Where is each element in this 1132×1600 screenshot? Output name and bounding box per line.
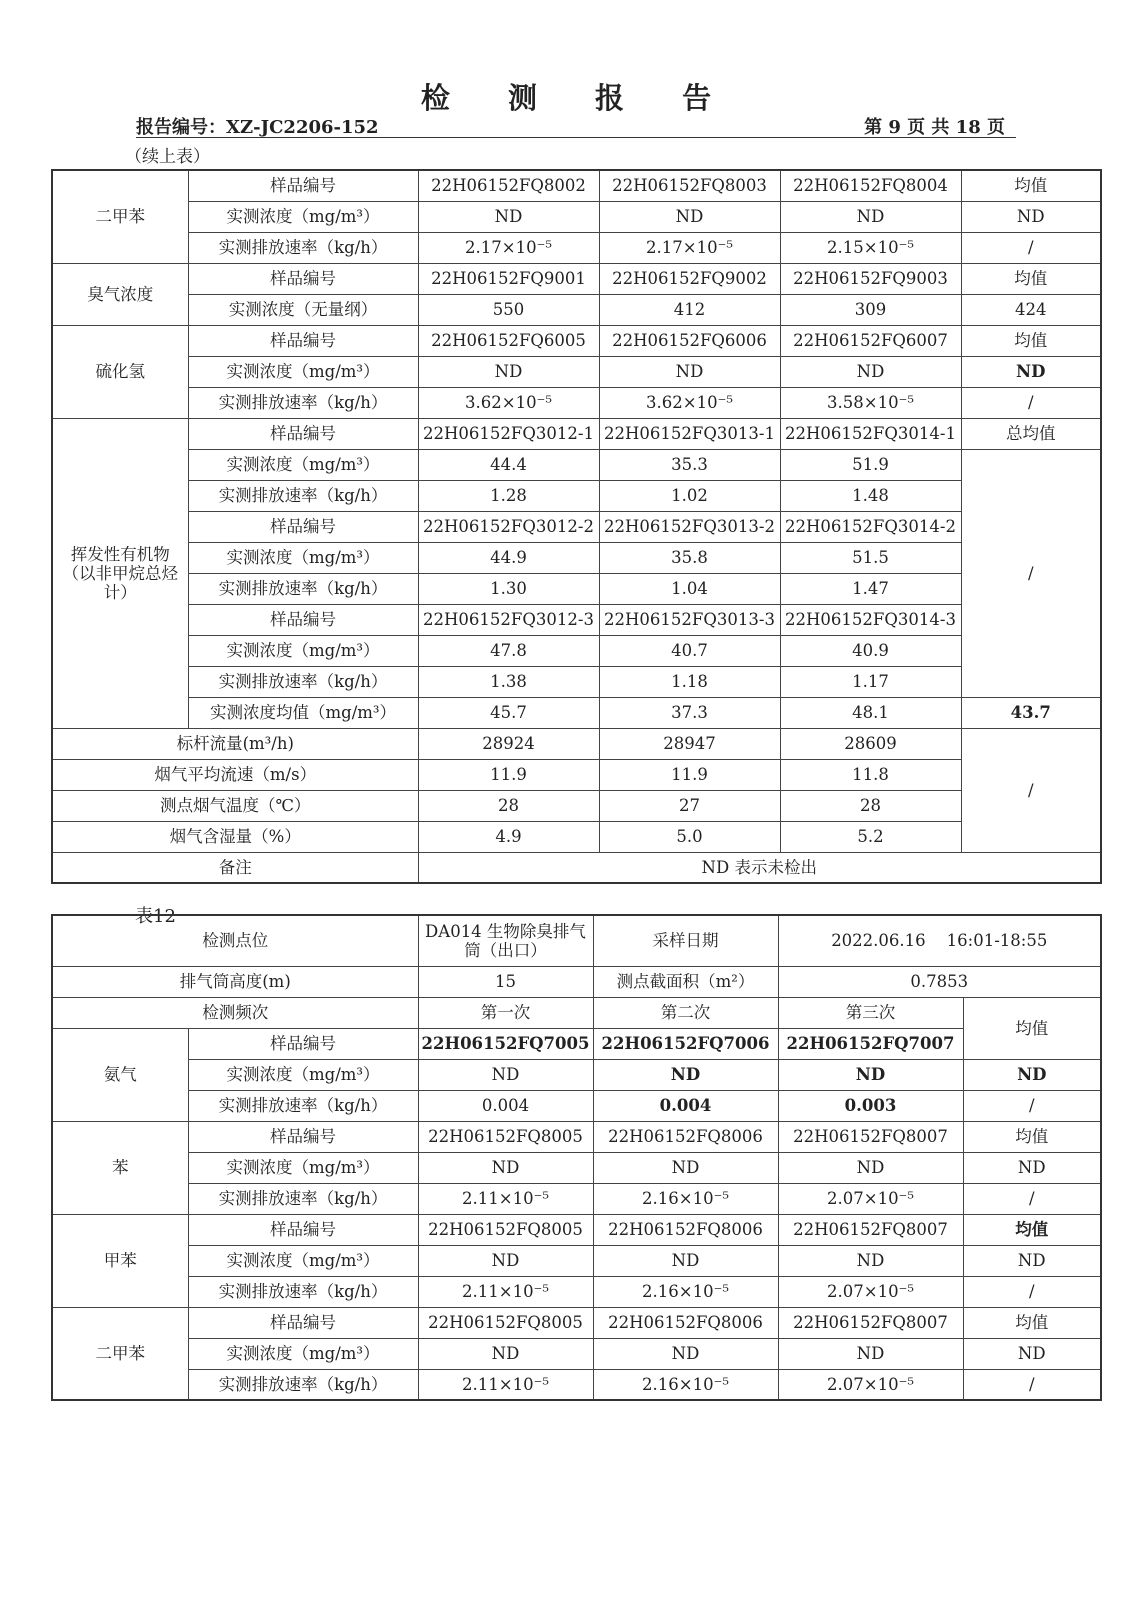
table-row xyxy=(52,1245,1101,1276)
cell: 0.003 xyxy=(778,1090,963,1121)
cell: / xyxy=(963,1183,1101,1214)
cell: 22H06152FQ8004 xyxy=(780,170,961,201)
table-row xyxy=(52,1183,1101,1214)
cell: 均值 xyxy=(963,1121,1101,1152)
cell: ND xyxy=(778,1152,963,1183)
table-row xyxy=(52,915,1101,966)
cell: ND xyxy=(780,356,961,387)
cell: 3.58×10⁻⁵ xyxy=(780,387,961,418)
table-row xyxy=(52,1090,1101,1121)
row-label: 实测浓度均值（mg/m³） xyxy=(188,697,418,728)
cell: / xyxy=(963,1090,1101,1121)
table-row xyxy=(52,511,1101,542)
cell: 22H06152FQ9002 xyxy=(599,263,780,294)
cell: ND xyxy=(963,1059,1101,1090)
row-label: 实测浓度（mg/m³） xyxy=(188,1059,418,1090)
table-row xyxy=(52,201,1101,232)
cell: 22H06152FQ3014-1 xyxy=(780,418,961,449)
report-number: 报告编号：XZ-JC2206-152 xyxy=(136,117,379,138)
table-row xyxy=(52,666,1101,697)
cell: 22H06152FQ8006 xyxy=(593,1214,778,1245)
cell: 47.8 xyxy=(418,635,599,666)
cell: 22H06152FQ9001 xyxy=(418,263,599,294)
cell: 28609 xyxy=(780,728,961,759)
row-label: 样品编号 xyxy=(188,170,418,201)
row-label: 实测排放速率（kg/h） xyxy=(188,1276,418,1307)
row-label: 样品编号 xyxy=(188,1307,418,1338)
cell: / xyxy=(961,449,1101,697)
pollutant-name: 甲苯 xyxy=(52,1214,188,1307)
cell: ND xyxy=(599,356,780,387)
cell: 1.04 xyxy=(599,573,780,604)
cell: 2.11×10⁻⁵ xyxy=(418,1276,593,1307)
row-label: 实测浓度（mg/m³） xyxy=(188,201,418,232)
cell: ND xyxy=(593,1245,778,1276)
cell: 37.3 xyxy=(599,697,780,728)
results-table-continued xyxy=(51,169,1102,884)
cell: DA014 生物除臭排气筒（出口） xyxy=(418,915,593,966)
row-label: 样品编号 xyxy=(188,1121,418,1152)
cell: 均值 xyxy=(963,1307,1101,1338)
cell: 44.4 xyxy=(418,449,599,480)
cell: 2.07×10⁻⁵ xyxy=(778,1276,963,1307)
table-row xyxy=(52,728,1101,759)
cell: 1.18 xyxy=(599,666,780,697)
pollutant-name: 硫化氢 xyxy=(52,325,188,418)
cell: 22H06152FQ7007 xyxy=(778,1028,963,1059)
pollutant-name: 挥发性有机物（以非甲烷总烃计） xyxy=(52,418,188,728)
row-label: 样品编号 xyxy=(188,1028,418,1059)
row-label: 测点截面积（m²） xyxy=(593,966,778,997)
cell: 1.17 xyxy=(780,666,961,697)
row-label: 检测频次 xyxy=(52,997,418,1028)
table-row xyxy=(52,1338,1101,1369)
table-row xyxy=(52,1121,1101,1152)
cell: 22H06152FQ8005 xyxy=(418,1307,593,1338)
cell: 22H06152FQ6007 xyxy=(780,325,961,356)
row-label: 实测排放速率（kg/h） xyxy=(188,666,418,697)
cell: 2.17×10⁻⁵ xyxy=(599,232,780,263)
cell: 45.7 xyxy=(418,697,599,728)
table-row xyxy=(52,821,1101,852)
cell: 3.62×10⁻⁵ xyxy=(599,387,780,418)
header-divider xyxy=(136,137,1016,138)
cell: ND xyxy=(963,1338,1101,1369)
cell: 22H06152FQ3013-2 xyxy=(599,511,780,542)
cell: 2.15×10⁻⁵ xyxy=(780,232,961,263)
row-label: 实测浓度（无量纲） xyxy=(188,294,418,325)
row-label: 实测浓度（mg/m³） xyxy=(188,542,418,573)
cell: 22H06152FQ6006 xyxy=(599,325,780,356)
cell: 均值 xyxy=(961,170,1101,201)
cell: 11.9 xyxy=(418,759,599,790)
row-label: 样品编号 xyxy=(188,325,418,356)
cell: ND xyxy=(418,1152,593,1183)
cell: / xyxy=(961,728,1101,852)
table-row xyxy=(52,356,1101,387)
cell: 22H06152FQ8005 xyxy=(418,1214,593,1245)
pollutant-name: 二甲苯 xyxy=(52,1307,188,1400)
cell: 51.5 xyxy=(780,542,961,573)
row-label: 排气筒高度(m) xyxy=(52,966,418,997)
cell: ND xyxy=(418,1059,593,1090)
cell: ND xyxy=(963,1152,1101,1183)
cell: ND xyxy=(778,1245,963,1276)
cell: 22H06152FQ8006 xyxy=(593,1307,778,1338)
cell: 550 xyxy=(418,294,599,325)
cell: / xyxy=(961,387,1101,418)
row-label: 烟气平均流速（m/s） xyxy=(52,759,418,790)
row-label: 实测浓度（mg/m³） xyxy=(188,356,418,387)
pollutant-name: 臭气浓度 xyxy=(52,263,188,325)
cell: 11.8 xyxy=(780,759,961,790)
cell: ND xyxy=(593,1152,778,1183)
row-label: 实测排放速率（kg/h） xyxy=(188,232,418,263)
row-label: 样品编号 xyxy=(188,418,418,449)
row-label: 备注 xyxy=(52,852,418,883)
cell: ND xyxy=(418,201,599,232)
row-label: 实测浓度（mg/m³） xyxy=(188,1245,418,1276)
cell: 2.11×10⁻⁵ xyxy=(418,1369,593,1400)
cell: ND xyxy=(961,356,1101,387)
table-row xyxy=(52,852,1101,883)
table-row xyxy=(52,387,1101,418)
cell: 11.9 xyxy=(599,759,780,790)
cell: 1.30 xyxy=(418,573,599,604)
table-row xyxy=(52,542,1101,573)
table-row xyxy=(52,1028,1101,1059)
table-row xyxy=(52,759,1101,790)
cell: ND xyxy=(780,201,961,232)
cell: 22H06152FQ8006 xyxy=(593,1121,778,1152)
cell: 2022.06.16 16:01-18:55 xyxy=(778,915,1101,966)
cell: 4.9 xyxy=(418,821,599,852)
cell: 2.11×10⁻⁵ xyxy=(418,1183,593,1214)
pollutant-name: 苯 xyxy=(52,1121,188,1214)
cell: 均值 xyxy=(963,1214,1101,1245)
cell: 22H06152FQ3013-1 xyxy=(599,418,780,449)
table-row xyxy=(52,1369,1101,1400)
row-label: 实测排放速率（kg/h） xyxy=(188,1369,418,1400)
cell: 22H06152FQ3012-3 xyxy=(418,604,599,635)
cell: 27 xyxy=(599,790,780,821)
cell: 均值 xyxy=(963,997,1101,1059)
cell: 1.28 xyxy=(418,480,599,511)
continued-note: （续上表） xyxy=(125,147,210,167)
table-row xyxy=(52,697,1101,728)
row-label: 采样日期 xyxy=(593,915,778,966)
table-row xyxy=(52,480,1101,511)
remark-text: ND 表示未检出 xyxy=(418,852,1101,883)
row-label: 实测排放速率（kg/h） xyxy=(188,1090,418,1121)
cell: 均值 xyxy=(961,325,1101,356)
cell: ND xyxy=(593,1338,778,1369)
row-label: 标杆流量(m³/h) xyxy=(52,728,418,759)
cell: / xyxy=(963,1276,1101,1307)
cell: 424 xyxy=(961,294,1101,325)
cell: 2.07×10⁻⁵ xyxy=(778,1369,963,1400)
cell: 1.38 xyxy=(418,666,599,697)
cell: 44.9 xyxy=(418,542,599,573)
cell: 412 xyxy=(599,294,780,325)
cell: 15 xyxy=(418,966,593,997)
row-label: 样品编号 xyxy=(188,604,418,635)
row-label: 实测浓度（mg/m³） xyxy=(188,1338,418,1369)
row-label: 实测排放速率（kg/h） xyxy=(188,1183,418,1214)
table-row xyxy=(52,635,1101,666)
cell: 22H06152FQ3012-1 xyxy=(418,418,599,449)
cell: 3.62×10⁻⁵ xyxy=(418,387,599,418)
cell: 0.004 xyxy=(418,1090,593,1121)
row-label: 测点烟气温度（℃） xyxy=(52,790,418,821)
cell: 22H06152FQ8007 xyxy=(778,1307,963,1338)
row-label: 实测排放速率（kg/h） xyxy=(188,573,418,604)
cell: 35.3 xyxy=(599,449,780,480)
report-title: 检 测 报 告 xyxy=(420,81,736,115)
cell: 40.9 xyxy=(780,635,961,666)
cell: ND xyxy=(778,1059,963,1090)
cell: ND xyxy=(593,1059,778,1090)
cell: 1.48 xyxy=(780,480,961,511)
cell: 22H06152FQ8002 xyxy=(418,170,599,201)
cell: 第二次 xyxy=(593,997,778,1028)
cell: 22H06152FQ3014-3 xyxy=(780,604,961,635)
row-label: 烟气含湿量（%） xyxy=(52,821,418,852)
cell: 1.02 xyxy=(599,480,780,511)
cell: 均值 xyxy=(961,263,1101,294)
cell: 22H06152FQ8005 xyxy=(418,1121,593,1152)
row-label: 样品编号 xyxy=(188,263,418,294)
cell: / xyxy=(963,1369,1101,1400)
cell: 22H06152FQ8007 xyxy=(778,1121,963,1152)
table-row xyxy=(52,418,1101,449)
row-label: 实测浓度（mg/m³） xyxy=(188,1152,418,1183)
pollutant-name: 二甲苯 xyxy=(52,170,188,263)
cell: 2.17×10⁻⁵ xyxy=(418,232,599,263)
page-number: 第 9 页 共 18 页 xyxy=(864,117,1005,138)
cell: ND xyxy=(418,1245,593,1276)
cell: 1.47 xyxy=(780,573,961,604)
cell: 5.0 xyxy=(599,821,780,852)
cell: 22H06152FQ7005 xyxy=(418,1028,593,1059)
cell: ND xyxy=(961,201,1101,232)
row-label: 实测浓度（mg/m³） xyxy=(188,449,418,480)
row-label: 实测浓度（mg/m³） xyxy=(188,635,418,666)
cell: 22H06152FQ9003 xyxy=(780,263,961,294)
cell: 22H06152FQ3012-2 xyxy=(418,511,599,542)
cell: 第三次 xyxy=(778,997,963,1028)
cell: 5.2 xyxy=(780,821,961,852)
cell: 2.16×10⁻⁵ xyxy=(593,1183,778,1214)
table-label: 表12 xyxy=(135,906,176,927)
table-row xyxy=(52,1152,1101,1183)
cell: 48.1 xyxy=(780,697,961,728)
cell: ND xyxy=(599,201,780,232)
cell: / xyxy=(961,232,1101,263)
cell: 2.16×10⁻⁵ xyxy=(593,1369,778,1400)
cell: 22H06152FQ8007 xyxy=(778,1214,963,1245)
cell: 22H06152FQ3014-2 xyxy=(780,511,961,542)
table-row xyxy=(52,1214,1101,1245)
cell: 总均值 xyxy=(961,418,1101,449)
table-row xyxy=(52,790,1101,821)
table-row xyxy=(52,1059,1101,1090)
cell: 28947 xyxy=(599,728,780,759)
cell: ND xyxy=(418,1338,593,1369)
row-label: 样品编号 xyxy=(188,1214,418,1245)
table-row xyxy=(52,232,1101,263)
table-row xyxy=(52,1307,1101,1338)
cell: 2.07×10⁻⁵ xyxy=(778,1183,963,1214)
row-label: 样品编号 xyxy=(188,511,418,542)
cell: 22H06152FQ3013-3 xyxy=(599,604,780,635)
table-row xyxy=(52,573,1101,604)
cell: ND xyxy=(778,1338,963,1369)
cell: 22H06152FQ7006 xyxy=(593,1028,778,1059)
table-row xyxy=(52,604,1101,635)
cell: 43.7 xyxy=(961,697,1101,728)
cell: 28 xyxy=(780,790,961,821)
row-label: 实测排放速率（kg/h） xyxy=(188,480,418,511)
cell: 28924 xyxy=(418,728,599,759)
row-label: 检测点位 xyxy=(52,915,418,966)
cell: 22H06152FQ6005 xyxy=(418,325,599,356)
cell: 51.9 xyxy=(780,449,961,480)
cell: 2.16×10⁻⁵ xyxy=(593,1276,778,1307)
cell: 第一次 xyxy=(418,997,593,1028)
cell: 22H06152FQ8003 xyxy=(599,170,780,201)
table-row xyxy=(52,449,1101,480)
results-table-12 xyxy=(51,914,1102,1401)
table-row xyxy=(52,997,1101,1028)
cell: 309 xyxy=(780,294,961,325)
row-label: 实测排放速率（kg/h） xyxy=(188,387,418,418)
cell: ND xyxy=(418,356,599,387)
table-row xyxy=(52,1276,1101,1307)
cell: 40.7 xyxy=(599,635,780,666)
cell: 28 xyxy=(418,790,599,821)
cell: ND xyxy=(963,1245,1101,1276)
table-row xyxy=(52,263,1101,294)
cell: 0.7853 xyxy=(778,966,1101,997)
pollutant-name: 氨气 xyxy=(52,1028,188,1121)
table-row xyxy=(52,325,1101,356)
cell: 35.8 xyxy=(599,542,780,573)
table-row xyxy=(52,170,1101,201)
cell: 0.004 xyxy=(593,1090,778,1121)
table-row xyxy=(52,966,1101,997)
table-row xyxy=(52,294,1101,325)
